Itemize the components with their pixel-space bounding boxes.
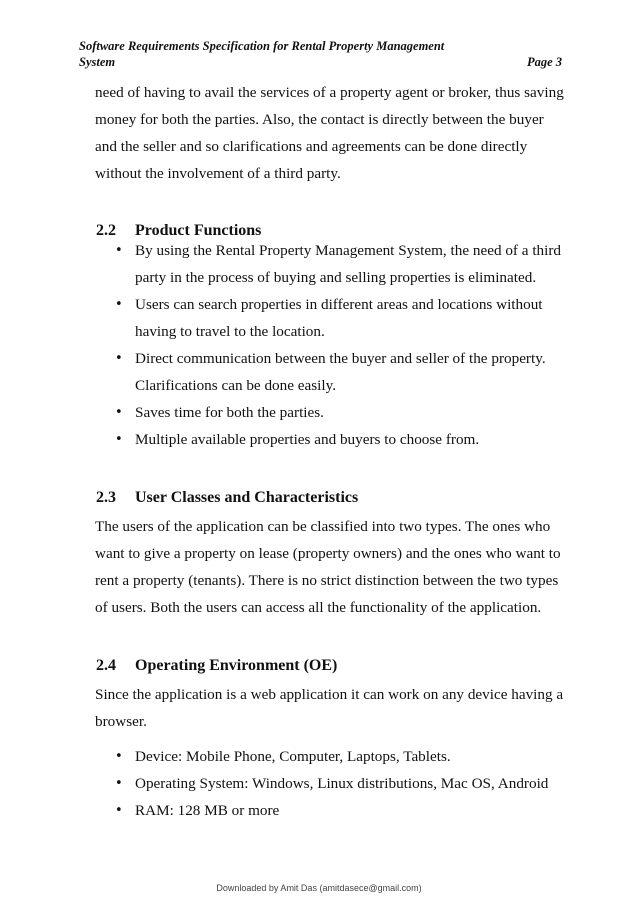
list-item xyxy=(135,291,565,345)
operating-environment-list xyxy=(135,743,565,824)
list-item xyxy=(135,426,565,453)
section-number: 2.3 xyxy=(96,489,116,506)
section-2-3-heading xyxy=(96,489,358,507)
text-line: without the involvement of a third party. xyxy=(95,165,341,182)
header-title-line2: System xyxy=(79,55,116,69)
section-title: Product Functions xyxy=(135,222,262,239)
page-header xyxy=(79,38,562,70)
text-line: want to give a property on lease (property owners) and the ones who want to xyxy=(95,545,561,562)
list-item xyxy=(135,345,565,399)
text-line: need of having to avail the services of a property agent or broker, thus saving xyxy=(95,84,564,101)
list-item-line: • Multiple available properties and buyers to choose from. xyxy=(135,431,480,448)
operating-environment-paragraph xyxy=(95,681,565,735)
user-classes-paragraph xyxy=(95,513,565,621)
list-item-line: • By using the Rental Property Management System, the need of a third xyxy=(135,242,562,259)
text-line: browser. xyxy=(95,713,147,730)
list-item xyxy=(135,237,565,291)
list-item-line: • Direct communication between the buyer and seller of the property. xyxy=(135,350,546,367)
list-item: • RAM: 128 MB or more xyxy=(135,797,565,824)
section-2-4-heading xyxy=(96,657,337,675)
section-number: 2.2 xyxy=(96,222,116,239)
list-item-line: Clarifications can be done easily. xyxy=(135,377,337,394)
list-item-line: • Saves time for both the parties. xyxy=(135,404,324,421)
list-item-line: party in the process of buying and selling properties is eliminated. xyxy=(135,269,537,286)
list-item xyxy=(135,399,565,426)
list-item: • Operating System: Windows, Linux distributions, Mac OS, Android xyxy=(135,770,565,797)
text-line: of users. Both the users can access all the functionality of the application. xyxy=(95,599,542,616)
text-line: Since the application is a web application it can work on any device having a xyxy=(95,686,564,703)
section-title: User Classes and Characteristics xyxy=(135,489,359,506)
download-footer: Downloaded by Amit Das (amitdasece@gmail.com) xyxy=(216,883,422,893)
text-line: and the seller and so clarifications and agreements can be done directly xyxy=(95,138,528,155)
text-line: The users of the application can be classified into two types. The ones who xyxy=(95,518,551,535)
page-number: Page 3 xyxy=(526,55,562,69)
section-number: 2.4 xyxy=(96,657,116,674)
list-item-line: having to travel to the location. xyxy=(135,323,325,340)
list-item-line: • Users can search properties in different areas and locations without xyxy=(135,296,543,313)
intro-paragraph xyxy=(95,79,565,187)
list-item: • Device: Mobile Phone, Computer, Laptops, Tablets. xyxy=(135,743,565,770)
product-functions-list xyxy=(135,237,565,453)
section-title: Operating Environment (OE) xyxy=(135,657,338,674)
text-line: rent a property (tenants). There is no strict distinction between the two types xyxy=(95,572,559,589)
header-title-line1: Software Requirements Specification for Rental Property Management xyxy=(79,39,445,53)
text-line: money for both the parties. Also, the contact is directly between the buyer xyxy=(95,111,544,128)
